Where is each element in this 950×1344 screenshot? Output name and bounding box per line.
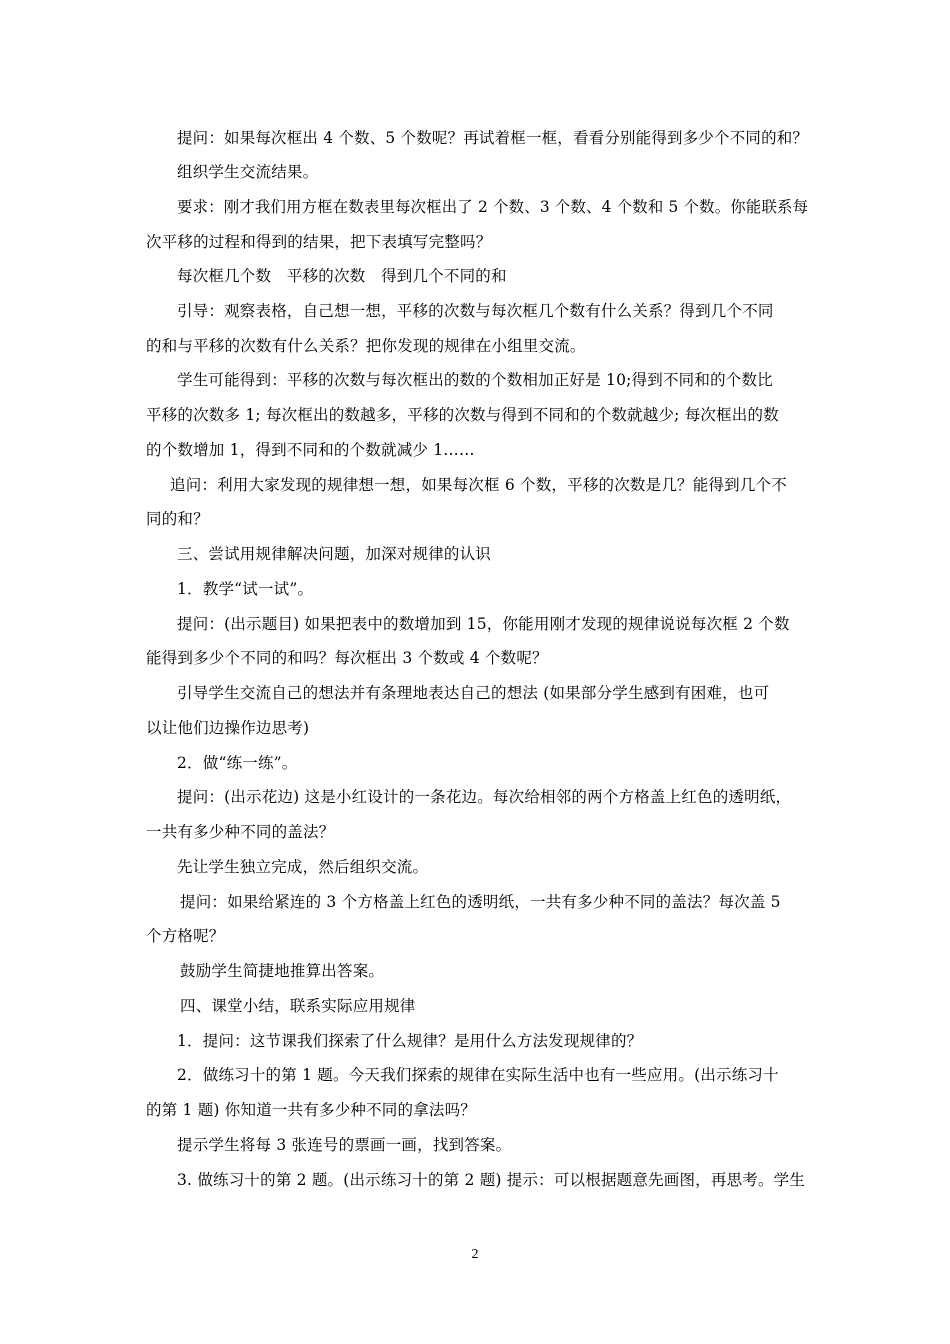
text-line: 次平移的过程和得到的结果，把下表填写完整吗？ xyxy=(146,233,492,251)
text-line: 平移的次数多 1; 每次框出的数越多，平移的次数与得到不同和的个数就越少; 每次框出的数 xyxy=(146,406,779,424)
text-line: 要求：刚才我们用方框在数表里每次框出了 2 个数、3 个数、4 个数和 5 个数。你能联系每 xyxy=(177,198,809,216)
text-line: 先让学生独立完成，然后组织交流。 xyxy=(177,858,429,876)
text-line: 提问：(出示题目) 如果把表中的数增加到 15，你能用刚才发现的规律说说每次框 2 个数 xyxy=(177,615,790,633)
text-line: 引导学生交流自己的想法并有条理地表达自己的想法 (如果部分学生感到有困难，也可 xyxy=(177,684,770,702)
page-number: 2 xyxy=(471,1247,479,1262)
text-line: 提问：(出示花边) 这是小红设计的一条花边。每次给相邻的两个方格盖上红色的透明纸， xyxy=(177,788,792,806)
text-line: 1．提问：这节课我们探索了什么规律？是用什么方法发现规律的？ xyxy=(177,1032,643,1050)
text-line: 追问：利用大家发现的规律想一想，如果每次框 6 个数，平移的次数是几？能得到几个不 xyxy=(170,476,787,494)
table-header-line: 每次框几个数 平移的次数 得到几个不同的和 xyxy=(177,267,507,285)
text-line: 的和与平移的次数有什么关系？把你发现的规律在小组里交流。 xyxy=(146,337,586,355)
text-line: 引导：观察表格，自己想一想，平移的次数与每次框几个数有什么关系？得到几个不同 xyxy=(177,302,774,320)
section-heading: 三、尝试用规律解决问题，加深对规律的认识 xyxy=(177,545,492,563)
text-line: 的第 1 题) 你知道一共有多少种不同的拿法吗？ xyxy=(146,1101,476,1119)
text-line: 提示学生将每 3 张连号的票画一画，找到答案。 xyxy=(177,1136,512,1154)
text-line: 以让他们边操作边思考) xyxy=(146,719,310,737)
text-line: 同的和？ xyxy=(146,510,209,528)
text-line: 提问：如果每次框出 4 个数、5 个数呢？再试着框一框，看看分别能得到多少个不同的和？ xyxy=(177,129,809,147)
text-line: 个方格呢？ xyxy=(146,927,225,945)
text-line: 提问：如果给紧连的 3 个方格盖上红色的透明纸，一共有多少种不同的盖法？每次盖 5 xyxy=(180,893,781,911)
text-line: 能得到多少个不同的和吗？每次框出 3 个数或 4 个数呢？ xyxy=(146,649,548,667)
text-line: 3. 做练习十的第 2 题。(出示练习十的第 2 题) 提示：可以根据题意先画图，再思考。学生 xyxy=(177,1171,806,1189)
text-line: 鼓励学生简捷地推算出答案。 xyxy=(180,962,385,980)
text-line: 学生可能得到：平移的次数与每次框出的数的个数相加正好是 10;得到不同和的个数比 xyxy=(177,371,773,389)
text-line: 1．教学“试一试”。 xyxy=(177,580,314,598)
text-line: 组织学生交流结果。 xyxy=(177,163,319,181)
text-line: 2．做“练一练”。 xyxy=(177,754,298,772)
section-heading: 四、课堂小结，联系实际应用规律 xyxy=(180,997,416,1015)
text-line: 2．做练习十的第 1 题。今天我们探索的规律在实际生活中也有一些应用。(出示练习十 xyxy=(177,1066,779,1084)
text-line: 一共有多少种不同的盖法？ xyxy=(146,823,335,841)
text-line: 的个数增加 1，得到不同和的个数就减少 1…… xyxy=(146,441,475,459)
